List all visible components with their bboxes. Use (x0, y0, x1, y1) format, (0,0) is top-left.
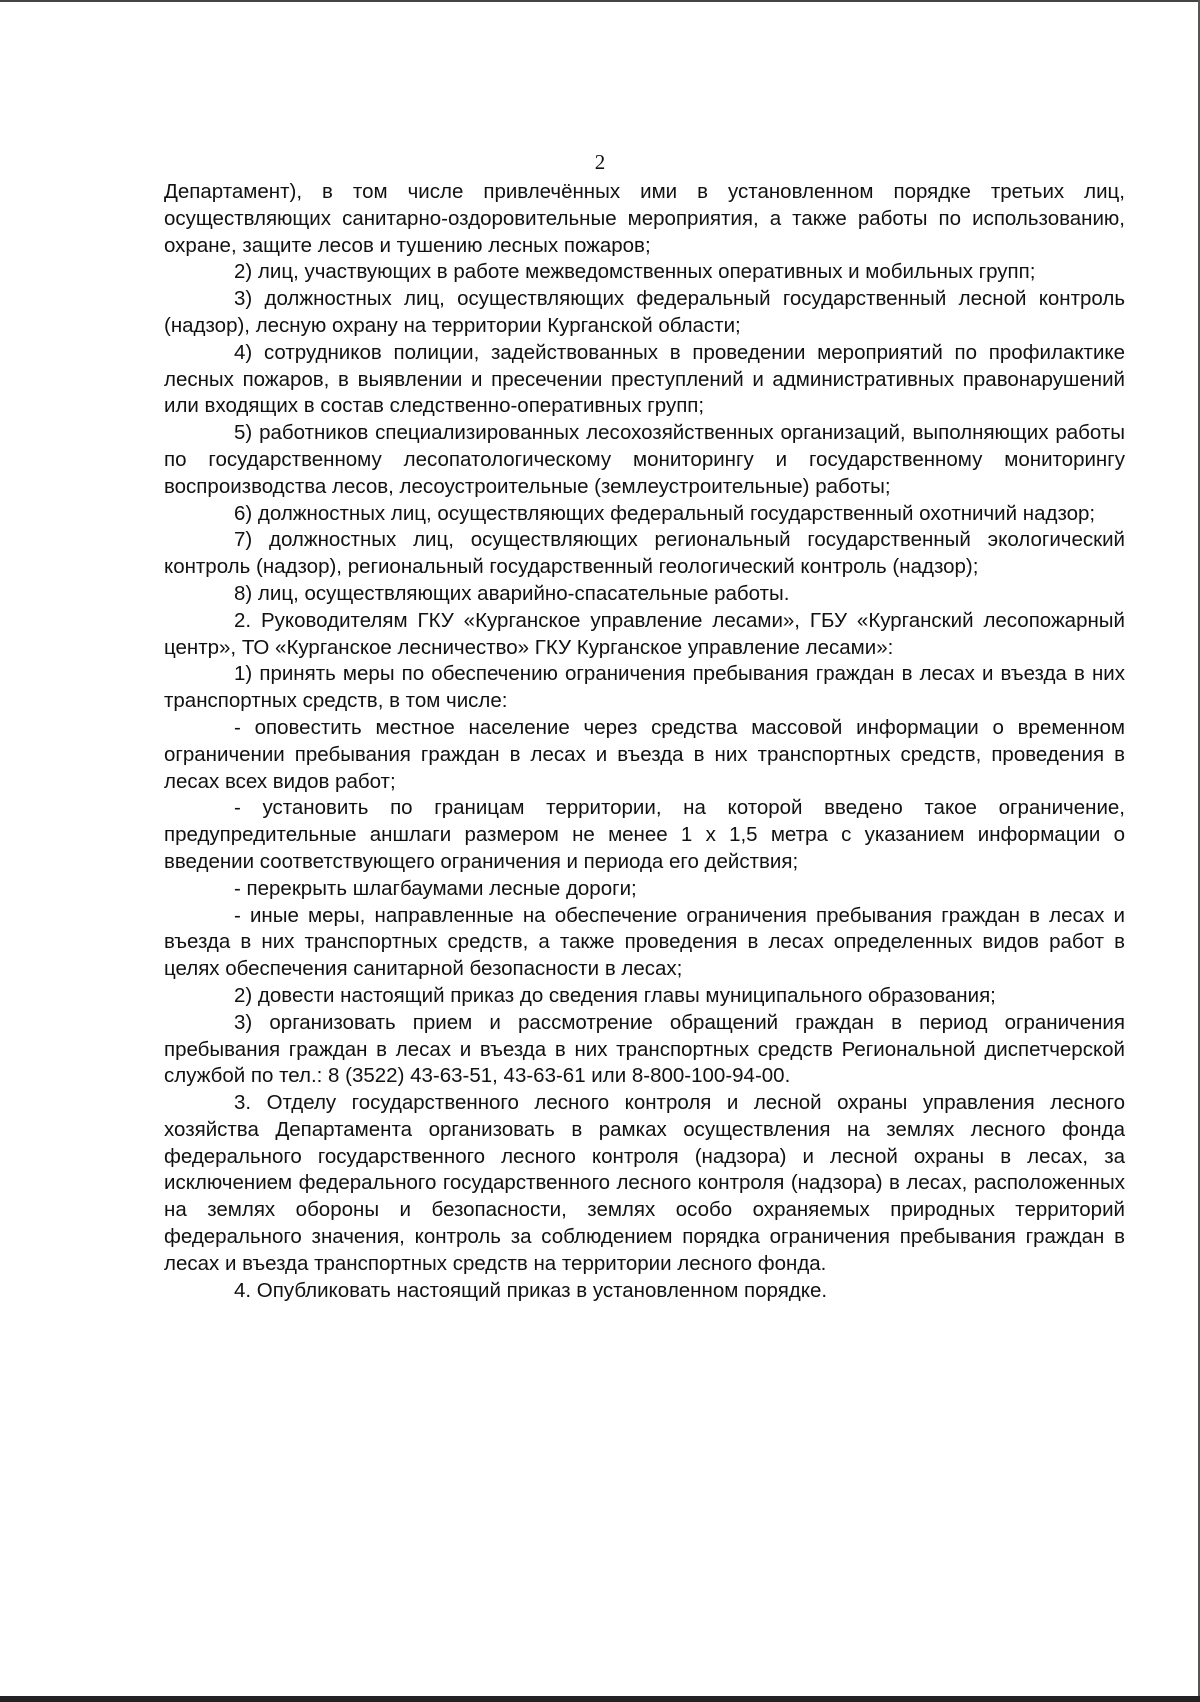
page-number: 2 (594, 150, 606, 174)
bullet-barriers: - перекрыть шлагбаумами лесные дороги; (234, 876, 637, 900)
section-2-item-2: 2) довести настоящий приказ до сведения главы муниципального образования; (234, 983, 996, 1007)
section-2-heading: 2. Руководителям ГКУ «Курганское управление лесами», ГБУ «Курганский лесопожарный центр», ТО «Курганское лесничество» ГКУ Курганское управление лесами»: (164, 608, 1125, 659)
section-2-item-1: 1) принять меры по обеспечению ограничения пребывания граждан в лесах и въезда в них транспортных средств, в том числе: (164, 662, 1125, 713)
section-3: 3. Отделу государственного лесного контроля и лесной охраны управления лесного хозяйства Департамента организовать в рамках осуществления на землях лесного фонда федерального государственного лесного контроля (надзора) и лесной охраны в лесах, за исключением федерального государственного лесного контроля (надзора) в лесах, расположенных на землях обороны и безопасности, землях особо охраняемых природных территорий федерального значения, контроль за соблюдением порядка ограничения пребывания граждан в лесах и въезда транспортных средств на территории лесного фонда. (164, 1091, 1125, 1275)
list-item-3: 3) должностных лиц, осуществляющих федеральный государственный лесной контроль (надзор), лесную охрану на территории Курганской области; (164, 287, 1125, 337)
list-item-4: 4) сотрудников полиции, задействованных в проведении мероприятий по профилактике лесных пожаров, в выявлении и пресечении преступлений и административных правонарушений или входящих в состав следственно-оперативных групп; (164, 340, 1125, 418)
bullet-install-signs: - установить по границам территории, на которой введено такое ограничение, предупредительные аншлаги размером не менее 1 х 1,5 метра с указанием информации о введении соответствующего ограничения и периода его действия; (164, 796, 1125, 873)
scan-edge-bottom (0, 1696, 1200, 1702)
list-item-8: 8) лиц, осуществляющих аварийно-спасательные работы. (234, 581, 790, 605)
paragraph-continuation: Департамент), в том числе привлечённых ими в установленном порядке третьих лиц, осуществляющих санитарно-оздоровительные мероприятия, а также работы по использованию, охране, защите лесов и тушению лесных пожаров; (164, 180, 1125, 257)
list-item-2: 2) лиц, участвующих в работе межведомственных оперативных и мобильных групп; (234, 260, 1036, 284)
list-item-7: 7) должностных лиц, осуществляющих региональный государственный экологический контроль (надзор), региональный государственный геологический контроль (надзор); (164, 528, 1125, 579)
bullet-other-measures: - иные меры, направленные на обеспечение ограничения пребывания граждан в лесах и въезда в них транспортных средств, а также проведения в лесах определенных видов работ в целях обеспечения санитарной безопасности в лесах; (164, 903, 1125, 981)
list-item-6: 6) должностных лиц, осуществляющих федеральный государственный охотничий надзор; (234, 501, 1096, 525)
bullet-notify-population: - оповестить местное население через средства массовой информации о временном ограничении пребывания граждан в лесах и въезда в них транспортных средств, проведения в лесах всех видов работ; (164, 715, 1125, 793)
scan-edge-top (0, 0, 1200, 2)
document-body (164, 179, 1125, 1304)
section-2-item-3: 3) организовать прием и рассмотрение обращений граждан в период ограничения пребывания граждан в лесах и въезда в них транспортных средств Региональной диспетчерской службой по тел.: 8 (3522) 43-63-51, 43-63-61 или 8-800-100-94-00. (164, 1010, 1125, 1088)
section-4: 4. Опубликовать настоящий приказ в установленном порядке. (234, 1278, 828, 1302)
list-item-5: 5) работников специализированных лесохозяйственных организаций, выполняющих работы по государственному лесопатологическому мониторингу и государственному мониторингу воспроизводства лесов, лесоустроительные (землеустроительные) работы; (164, 421, 1125, 498)
